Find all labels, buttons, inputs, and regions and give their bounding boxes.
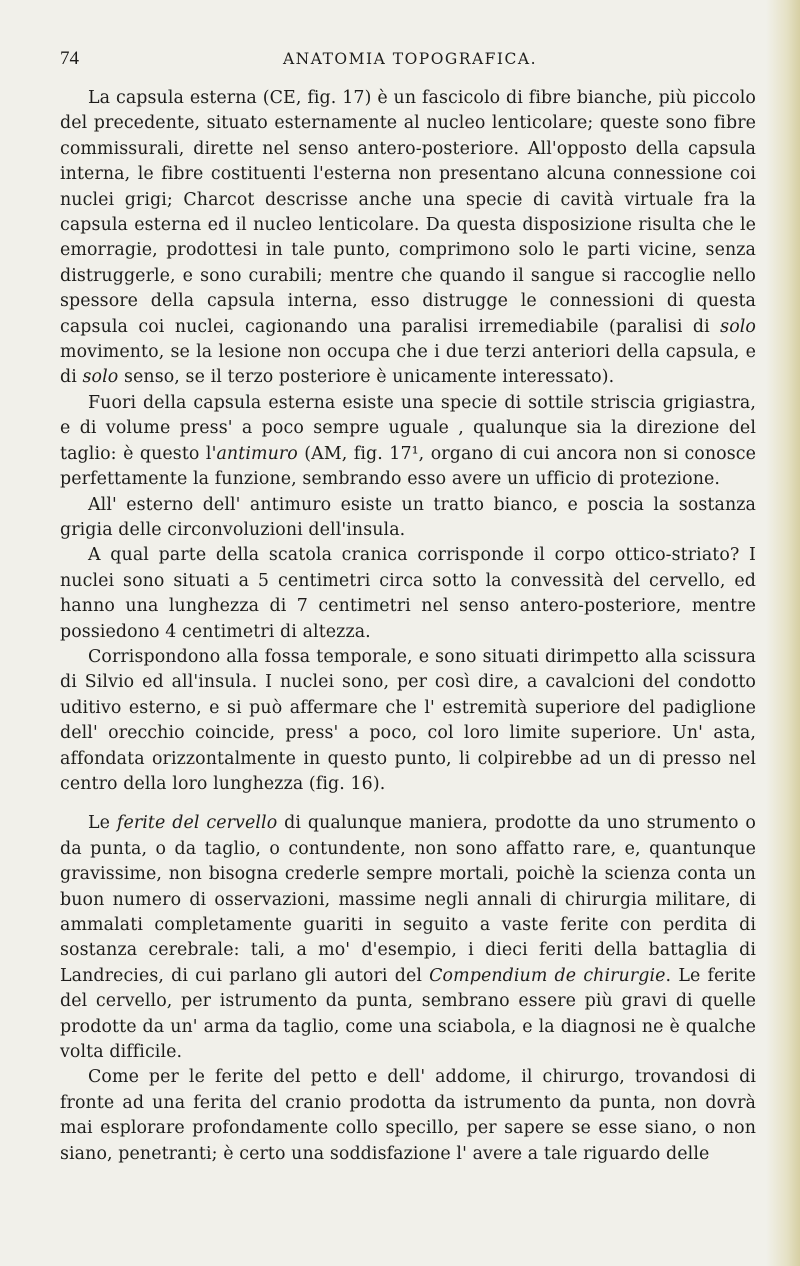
- paragraph: [60, 543, 756, 645]
- text-run: All' esterno dell' antimuro esiste un tratto bianco, e poscia la sostanza grigia delle circonvoluzioni dell'insula.: [60, 494, 756, 540]
- text-run: senso, se il terzo posteriore è unicamente interessato).: [118, 367, 615, 388]
- text-run: Come per le ferite del petto e dell' addome, il chirurgo, trovandosi di fronte ad una ferita del cranio prodotta da istrumento da punta, non dovrà mai esplorare profondamente collo specillo, per sapere se esse siano, o non siano, penetranti; è certo una soddisfazione l' avere a tale riguardo delle: [60, 1067, 756, 1164]
- paragraph: [60, 1065, 756, 1167]
- paragraph: [60, 493, 756, 544]
- italic-term: solo: [720, 316, 756, 337]
- text-run: Fuori della capsula esterna esiste una specie di sottile striscia grigiastra, e di volume press' a poco sempre uguale , qualunque sia la direzione del taglio: è questo l': [60, 392, 756, 464]
- paragraph: [60, 391, 756, 493]
- page-header: [60, 48, 760, 72]
- text-run: A qual parte della scatola cranica corrisponde il corpo ottico-striato? I nuclei sono situati a 5 centimetri circa sotto la convessità del cervello, ed hanno una lunghezza di 7 centimetri nel senso antero-posteriore, mentre possiedono 4 centimetri di altezza.: [60, 545, 756, 642]
- italic-term: solo: [82, 367, 119, 388]
- page-number: 74: [60, 48, 79, 69]
- running-title: ANATOMIA TOPOGRAFICA.: [282, 50, 538, 68]
- text-run: Le: [88, 813, 117, 834]
- text-run: di qualunque maniera, prodotte da uno strumento o da punta, o da taglio, o contundente, non sono affatto rare, e, quantunque gravissime, non bisogna crederle sempre mortali, poichè la scienza conta un buon numero di osservazioni, massime negli annali di chirurgia militare, di ammalati completamente guariti in seguito a vaste ferite con perdita di sostanza cerebrale: tali, a mo' d'esempio, i dieci feriti della battaglia di Landrecies, di cui parlano gli autori del: [60, 813, 756, 986]
- italic-term: antimuro: [216, 443, 298, 464]
- paragraph: [60, 645, 756, 797]
- italic-term: ferite del cervello: [116, 813, 278, 834]
- italic-term: Compendium de chirurgie: [429, 965, 666, 986]
- text-run: . Le ferite del cervello, per istrumento da punta, sembrano essere più gravi di quelle prodotte da un' arma da taglio, come una sciabola, e la diagnosi ne è qualche volta difficile.: [60, 965, 756, 1063]
- body-text: [60, 86, 756, 1167]
- text-run: La capsula esterna (CE, fig. 17) è un fascicolo di fibre bianche, più piccolo del precedente, situato esternamente al nucleo lenticolare; queste sono fibre commissurali, dirette nel senso antero-posteriore. All'opposto della capsula interna, le fibre costituenti l'esterna non presentano alcuna connessione coi nuclei grigi; Charcot descrisse anche una specie di cavità virtuale fra la capsula esterna ed il nucleo lenticolare. Da questa disposizione risulta che le emorragie, prodottesi in tale punto, comprimono solo le parti vicine, senza distruggerle, e sono curabili; mentre che quando il sangue si raccoglie nello spessore della capsula interna, esso distrugge le connessioni di questa capsula coi nuclei, cagionando una paralisi irremediabile (paralisi di: [60, 88, 756, 337]
- paragraph: [60, 811, 756, 1065]
- text-run: (AM, fig. 17¹, organo di cui ancora non si conosce perfettamente la funzione, sembrando esso avere un ufficio di protezione.: [60, 443, 756, 490]
- paragraph: [60, 86, 756, 391]
- page-edge-shadow: [766, 0, 800, 1266]
- text-run: movimento, se la lesione non occupa che i due terzi anteriori della capsula, e di: [60, 342, 756, 388]
- text-run: Corrispondono alla fossa temporale, e sono situati dirimpetto alla scissura di Silvio ed all'insula. I nuclei sono, per così dire, a cavalcioni del condotto uditivo esterno, e si può affermare che l' estremità superiore del padiglione dell' orecchio coincide, press' a poco, col loro limite superiore. Un' asta, affondata orizzontalmente in questo punto, li colpirebbe ad un di presso nel centro della loro lunghezza (fig. 16).: [60, 646, 756, 794]
